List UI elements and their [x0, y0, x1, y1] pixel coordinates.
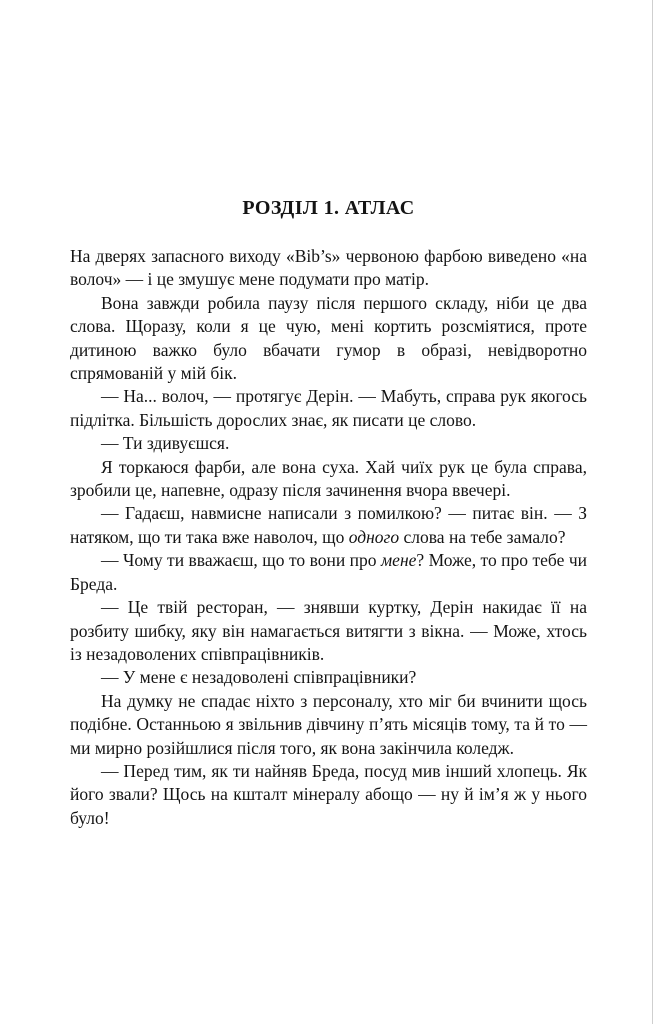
text-run: На думку не спадає ніхто з персоналу, хто міг би вчинити щось подібне. Останньою я звільнив дівчину п’ять місяців тому, та й то — ми мирно розійшлися після того, як вона закінчила коледж. — [70, 690, 587, 758]
text-run: На дверях запасного виходу «Bib’s» червоною фарбою виведено «на волоч» — і це змушує мене подумати про матір. — [70, 246, 587, 290]
paragraph — [70, 292, 587, 386]
paragraph — [70, 690, 587, 760]
text-run: — Гадаєш, навмисне написали з помилкою? — питає він. — З натяком, що ти така вже наволоч, що — [70, 503, 587, 547]
paragraph — [70, 760, 587, 830]
text-run: — Ти здивуєшся. — [101, 433, 230, 454]
paragraph — [70, 596, 587, 666]
text-run: — Це твій ресторан, — знявши куртку, Дерін накидає її на розбиту шибку, яку він намагається витягти з вікна. — Може, хтось із незадоволених співпрацівників. — [70, 597, 587, 664]
text-run: Вона завжди робила паузу після першого складу, ніби це два слова. Щоразу, коли я це чую, мені кортить розсміятися, проте дитиною важко було вбачати гумор в образі, невідворотно спрямованій у мій бік. — [70, 292, 587, 384]
paragraph — [70, 245, 587, 292]
body-text — [70, 245, 587, 830]
paragraph — [70, 432, 587, 455]
text-run: — Перед тим, як ти найняв Бреда, посуд мив інший хлопець. Як його звали? Щось на кшталт мінералу абощо — ну й ім’я ж у нього було! — [70, 760, 587, 828]
paragraph — [70, 385, 587, 432]
text-run: — У мене є незадоволені співпрацівники? — [101, 667, 417, 688]
chapter-title: РОЗДІЛ 1. АТЛАС — [242, 197, 415, 219]
text-run: ? Може, то про тебе чи Бреда. — [70, 550, 587, 594]
paragraph — [70, 666, 587, 689]
text-run: — Чому ти вважаєш, що то вони про — [101, 550, 382, 571]
text-block — [70, 197, 587, 830]
paragraph — [70, 549, 587, 596]
italic-text-run: одного — [348, 526, 400, 547]
paragraph — [70, 502, 587, 549]
italic-text-run: мене — [381, 550, 417, 571]
text-run: Я торкаюся фарби, але вона суха. Хай чиїх рук це була справа, зробили це, напевне, одразу після зачинення вчора ввечері. — [70, 456, 587, 501]
paragraph — [70, 456, 587, 503]
text-run: — На... волоч, — протягує Дерін. — Мабуть, справа рук якогось підлітка. Більшість дорослих знає, як писати це слово. — [70, 386, 587, 430]
text-run: слова на тебе замало? — [399, 526, 566, 547]
